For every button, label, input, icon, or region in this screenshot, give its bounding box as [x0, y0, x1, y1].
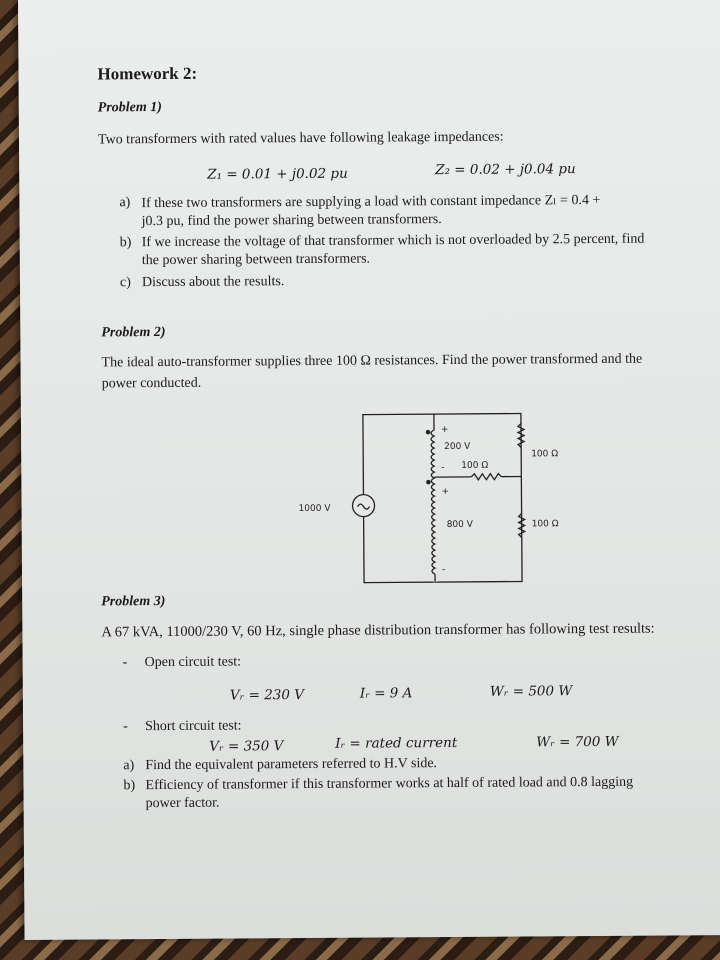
- circuit-wire-loop: [363, 413, 522, 582]
- item-label: b): [123, 778, 136, 794]
- problem-1-intro: Two transformers with rated values have following leakage impedances:: [97, 129, 504, 148]
- open-circuit-current: Iᵣ = 9 A: [359, 685, 413, 702]
- voltage-label-bottom: 800 V: [446, 519, 473, 531]
- minus-sign-bottom: -: [441, 565, 446, 576]
- item-label: a): [123, 758, 135, 774]
- plus-sign-mid: +: [441, 487, 450, 498]
- source-voltage-label: 1000 V: [298, 503, 331, 515]
- problem-3-item-b: [123, 775, 633, 813]
- problem-2-text-line2: power conducted.: [101, 375, 202, 392]
- resistance-label-top: 100 Ω: [531, 449, 559, 460]
- problem-1-heading: Problem 1): [97, 99, 162, 116]
- problem-3-heading: Problem 3): [101, 593, 166, 610]
- resistance-label-bottom: 100 Ω: [531, 519, 559, 530]
- item-text: If we increase the voltage of that transformer which is not overloaded by 2.5 percent, find: [141, 231, 645, 251]
- page-title: Homework 2:: [97, 63, 198, 84]
- problem-1-item-a: [119, 192, 600, 230]
- item-text-cont: j0.3 pu, find the power sharing between transformers.: [141, 212, 442, 230]
- resistance-label-middle: 100 Ω: [461, 460, 489, 471]
- voltage-label-top: 200 V: [444, 441, 471, 453]
- impedance-z1: Z₁ = 0.01 + j0.02 pu: [207, 165, 348, 183]
- problem-1-item-b: [120, 232, 645, 270]
- item-text-cont: power factor.: [145, 795, 220, 812]
- item-label: a): [119, 195, 131, 211]
- minus-sign-mid: -: [441, 463, 445, 474]
- item-text: If these two transformers are supplying a load with constant impedance Zₗ = 0.4 +: [141, 192, 601, 212]
- open-circuit-voltage: Vᵣ = 230 V: [229, 687, 305, 704]
- open-circuit-test-label: Open circuit test:: [144, 654, 242, 671]
- problem-1-item-c: [120, 274, 284, 291]
- plus-sign-top: +: [440, 425, 449, 436]
- short-circuit-power: Wᵣ = 700 W: [536, 733, 619, 751]
- bullet-dash: -: [122, 655, 128, 671]
- item-text: Discuss about the results.: [141, 274, 285, 291]
- item-label: c): [119, 275, 131, 291]
- autotransformer-circuit-diagram: [286, 401, 577, 588]
- open-circuit-power: Wᵣ = 500 W: [489, 683, 573, 700]
- short-circuit-test-label: Short circuit test:: [145, 718, 242, 735]
- item-text: Efficiency of transformer if this transformer works at half of rated load and 0.8 lagging: [145, 774, 634, 794]
- homework-sheet: [18, 0, 720, 940]
- problem-3-item-a: [123, 756, 437, 774]
- impedance-z2: Z₂ = 0.02 + j0.04 pu: [435, 161, 576, 179]
- problem-2-text-line1: The ideal auto-transformer supplies three 100 Ω resistances. Find the power transformed and the: [101, 351, 643, 371]
- problem-2-heading: Problem 2): [101, 324, 166, 341]
- short-circuit-voltage: Vᵣ = 350 V: [209, 738, 284, 755]
- item-text: Find the equivalent parameters referred to H.V side.: [145, 756, 438, 774]
- bullet-dash: -: [123, 719, 128, 735]
- resistor-middle: [471, 473, 521, 479]
- item-text-cont: the power sharing between transformers.: [141, 251, 371, 269]
- short-circuit-current: Iᵣ = rated current: [335, 734, 458, 752]
- problem-3-intro: A 67 kVA, 11000/230 V, 60 Hz, single phase distribution transformer has following test results:: [101, 620, 655, 641]
- item-label: b): [119, 235, 132, 251]
